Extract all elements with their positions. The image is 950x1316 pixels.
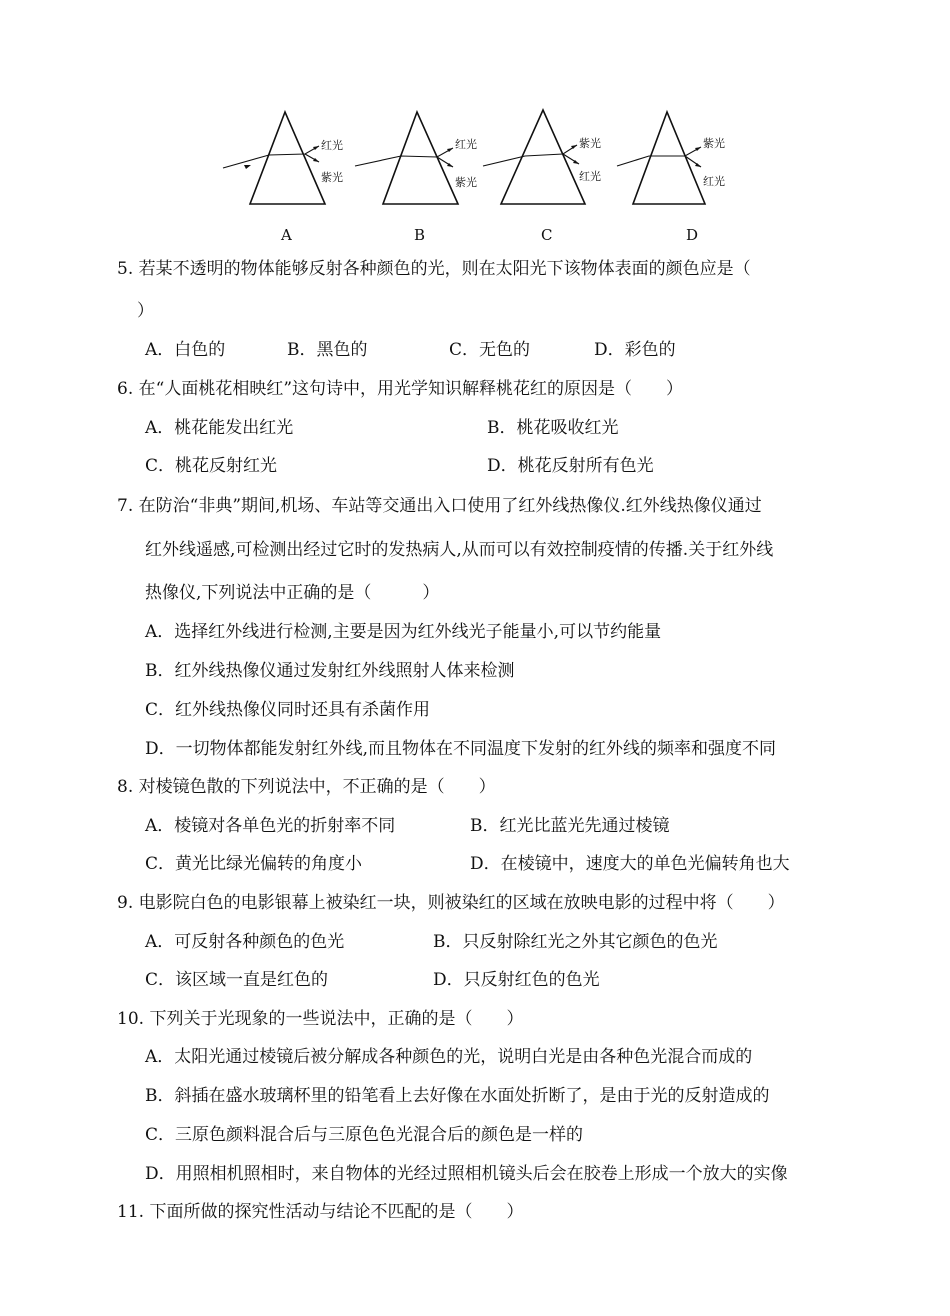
question-8-option-b: B．红光比蓝光先通过棱镜: [470, 816, 670, 836]
question-7-option-c: C．红外线热像仪同时还具有杀菌作用: [145, 700, 431, 720]
prism-caption-a: A: [281, 226, 292, 244]
question-11-stem: 11. 下面所做的探究性活动与结论不匹配的是（ ）: [117, 1202, 524, 1222]
prism-b-bottom-label: 紫光: [455, 176, 477, 189]
question-5-stem-continued: ）: [137, 301, 154, 321]
prism-c-top-label: 紫光: [579, 137, 601, 150]
prism-c-bottom-label: 红光: [579, 170, 601, 183]
question-6-option-b: B．桃花吸收红光: [487, 418, 619, 438]
prism-d-top-label: 紫光: [703, 137, 725, 150]
question-8-option-c: C．黄光比绿光偏转的角度小: [145, 854, 363, 874]
prism-caption-b: B: [414, 226, 426, 244]
question-7-option-a: A．选择红外线进行检测,主要是因为红外线光子能量小,可以节约能量: [145, 622, 662, 642]
prism-a: [223, 112, 343, 204]
prism-d-bottom-label: 红光: [703, 175, 725, 188]
question-8-option-d: D．在棱镜中，速度大的单色光偏转角也大: [470, 854, 790, 874]
question-5-option-a: A．白色的: [145, 340, 226, 360]
question-9-option-d: D．只反射红色的色光: [433, 970, 600, 990]
prism-caption-d: D: [686, 226, 699, 244]
question-10-option-d: D．用照相机照相时，来自物体的光经过照相机镜头后会在胶卷上形成一个放大的实像: [145, 1164, 788, 1184]
question-6-option-a: A．桃花能发出红光: [145, 418, 294, 438]
question-7-stem-line-2: 红外线遥感,可检测出经过它时的发热病人,从而可以有效控制疫情的传播.关于红外线: [145, 540, 774, 560]
question-10-option-c: C．三原色颜料混合后与三原色色光混合后的颜色是一样的: [145, 1125, 584, 1145]
question-6-option-d: D．桃花反射所有色光: [487, 456, 654, 476]
question-7-stem-line-1: 7. 在防治“非典”期间,机场、车站等交通出入口使用了红外线热像仪.红外线热像仪通过: [117, 496, 762, 516]
question-7-option-b: B．红外线热像仪通过发射红外线照射人体来检测: [145, 661, 515, 681]
question-6-option-c: C．桃花反射红光: [145, 456, 278, 476]
question-10-option-a: A．太阳光通过棱镜后被分解成各种颜色的光，说明白光是由各种色光混合而成的: [145, 1047, 753, 1067]
prism-caption-c: C: [541, 226, 553, 244]
prism-a-bottom-label: 紫光: [321, 171, 343, 184]
prism-b-top-label: 红光: [455, 138, 477, 151]
question-10-stem: 10. 下列关于光现象的一些说法中，正确的是（ ）: [117, 1009, 524, 1029]
question-5-stem: 5. 若某不透明的物体能够反射各种颜色的光，则在太阳光下该物体表面的颜色应是（: [117, 259, 751, 279]
question-7-option-d: D．一切物体都能发射红外线,而且物体在不同温度下发射的红外线的频率和强度不同: [145, 739, 777, 759]
prism-dispersion-figure: [215, 100, 735, 220]
question-6-stem: 6. 在“人面桃花相映红”这句诗中，用光学知识解释桃花红的原因是（ ）: [117, 379, 684, 399]
question-5-option-c: C．无色的: [449, 340, 531, 360]
question-7-stem-line-3: 热像仪,下列说法中正确的是（ ）: [145, 583, 440, 603]
question-10-option-b: B．斜插在盛水玻璃杯里的铅笔看上去好像在水面处折断了，是由于光的反射造成的: [145, 1086, 770, 1106]
prism-d: [617, 112, 725, 204]
question-9-option-c: C．该区域一直是红色的: [145, 970, 329, 990]
question-5-option-b: B．黑色的: [287, 340, 368, 360]
prism-a-top-label: 红光: [321, 139, 343, 152]
question-8-stem: 8. 对棱镜色散的下列说法中，不正确的是（ ）: [117, 777, 496, 797]
question-9-option-b: B．只反射除红光之外其它颜色的色光: [433, 932, 718, 952]
question-9-stem: 9. 电影院白色的电影银幕上被染红一块，则被染红的区域在放映电影的过程中将（ ）: [117, 893, 785, 913]
question-5-option-d: D．彩色的: [594, 340, 676, 360]
prism-c: [483, 110, 601, 204]
prism-b: [355, 112, 477, 204]
question-9-option-a: A．可反射各种颜色的色光: [145, 932, 345, 952]
question-8-option-a: A．棱镜对各单色光的折射率不同: [145, 816, 396, 836]
